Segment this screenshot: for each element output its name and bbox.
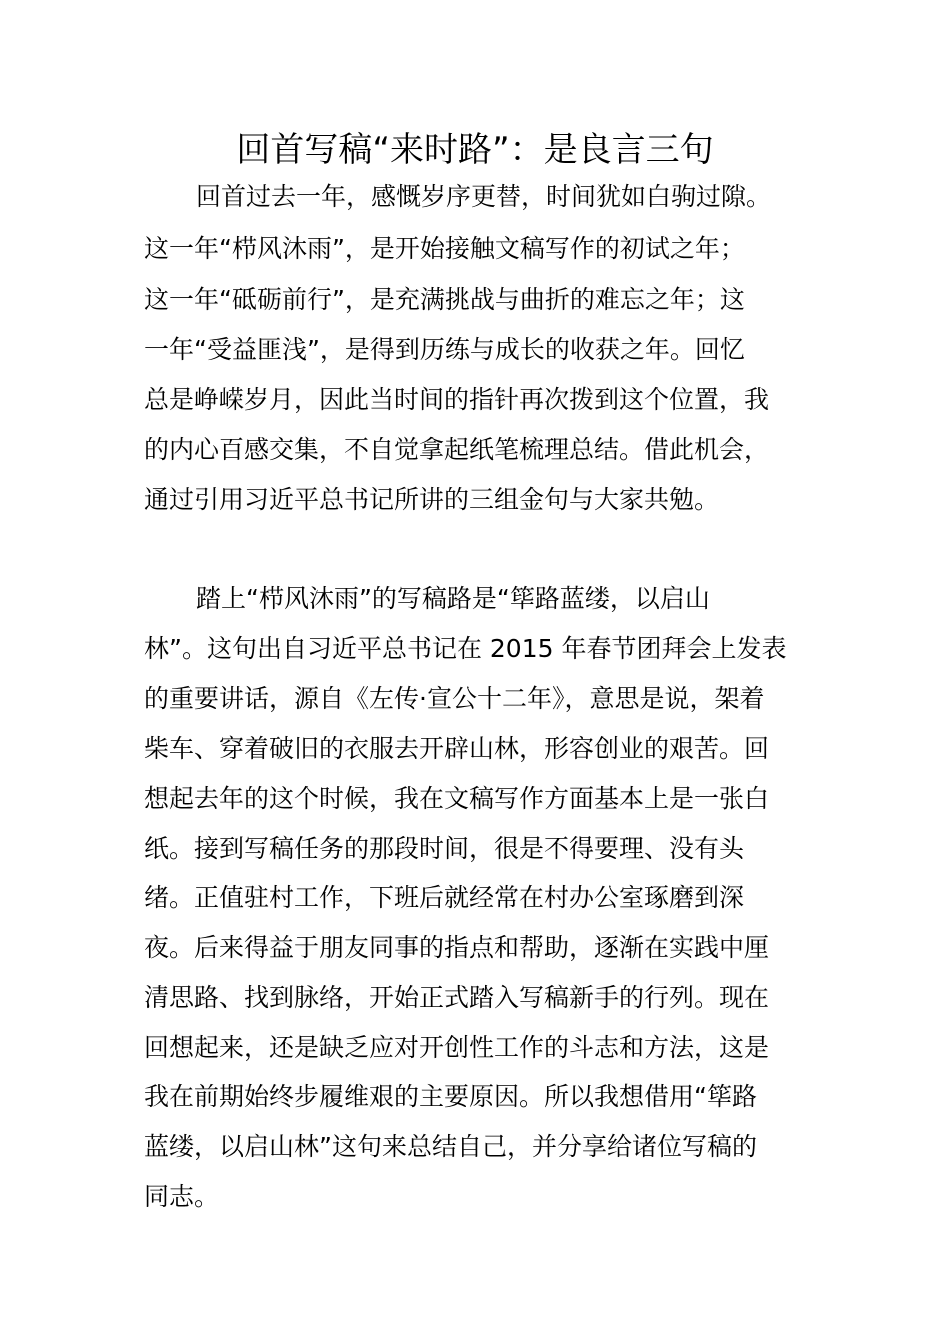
- paragraph-line: 纸。接到写稿任务的那段时间，很是不得要理、没有头: [144, 834, 745, 863]
- paragraph-line: 这一年“栉风沐雨”，是开始接触文稿写作的初试之年；: [144, 234, 745, 263]
- paragraph-line: 同志。: [144, 1182, 220, 1211]
- paragraph-line: 的重要讲话，源自《左传·宣公十二年》，意思是说，架着: [144, 684, 765, 713]
- paragraph-line: 总是峥嵘岁月，因此当时间的指针再次拨到这个位置，我: [144, 385, 770, 414]
- paragraph-line: 回首过去一年，感慨岁序更替，时间犹如白驹过隙。: [196, 182, 772, 211]
- paragraph-line: 清思路、找到脉络，开始正式踏入写稿新手的行列。现在: [144, 983, 770, 1012]
- document-title: 回首写稿“来时路”：是良言三句: [236, 130, 714, 170]
- paragraph-line: 的内心百感交集，不自觉拿起纸笔梳理总结。借此机会，: [144, 435, 770, 464]
- paragraph-line: 这一年“砥砺前行”，是充满挑战与曲折的难忘之年；这: [144, 285, 745, 314]
- paragraph-line: 柴车、穿着破旧的衣服去开辟山林，形容创业的艰苦。回: [144, 734, 770, 763]
- paragraph-line: 一年“受益匪浅”，是得到历练与成长的收获之年。回忆: [144, 335, 745, 364]
- paragraph-line: 想起去年的这个时候，我在文稿写作方面基本上是一张白: [144, 784, 770, 813]
- paragraph-line: 夜。后来得益于朋友同事的指点和帮助，逐渐在实践中厘: [144, 933, 770, 962]
- paragraph-line: 蓝缕，以启山林”这句来总结自己，并分享给诸位写稿的: [144, 1132, 757, 1161]
- paragraph-line: 回想起来，还是缺乏应对开创性工作的斗志和方法，这是: [144, 1033, 770, 1062]
- paragraph-line: 林”。这句出自习近平总书记在 2015 年春节团拜会上发表: [144, 634, 787, 663]
- paragraph-line: 绪。正值驻村工作，下班后就经常在村办公室琢磨到深: [144, 883, 745, 912]
- paragraph-line: 通过引用习近平总书记所讲的三组金句与大家共勉。: [144, 485, 720, 514]
- paragraph-line: 我在前期始终步履维艰的主要原因。所以我想借用“筚路: [144, 1082, 757, 1111]
- paragraph-line: 踏上“栉风沐雨”的写稿路是“筚路蓝缕，以启山: [196, 584, 710, 613]
